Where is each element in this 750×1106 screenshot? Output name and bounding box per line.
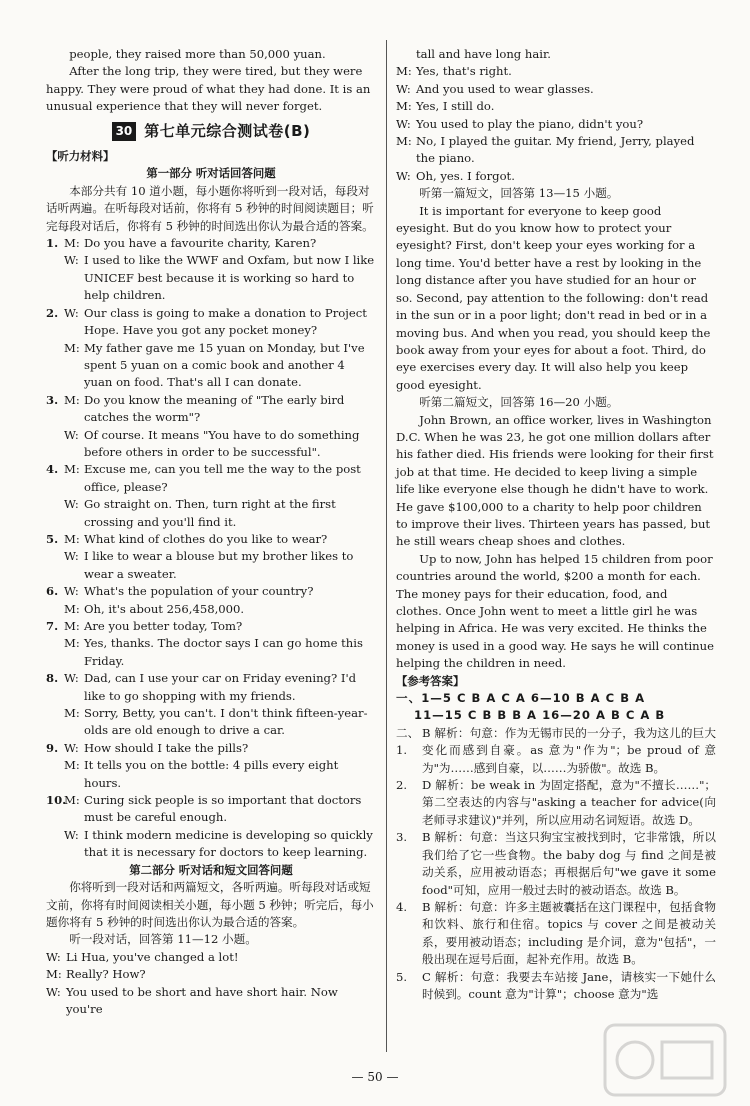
dialogue-line <box>46 235 376 252</box>
speaker-label: W: <box>64 305 79 320</box>
dialogue-line <box>46 392 376 427</box>
speaker-label: M: <box>46 967 62 982</box>
dialogue-line <box>46 305 376 340</box>
speaker-label: W: <box>64 549 79 564</box>
speaker-label: M: <box>64 636 80 651</box>
dialogue-number: 4. <box>46 462 59 477</box>
dialogue-number: 5. <box>46 531 59 546</box>
dialogue-line <box>46 966 376 983</box>
test-title-row <box>46 122 376 141</box>
speaker-label: W: <box>396 116 411 131</box>
explanation-number: 3. <box>396 830 408 845</box>
dialogue-text: It tells you on the bottle: 4 pills every eight hours. <box>84 758 339 790</box>
dialogue-line <box>46 601 376 618</box>
dialogue-line <box>46 531 376 548</box>
explanation-item <box>396 899 716 969</box>
dialogue-text: Li Hua, you've changed a lot! <box>66 949 239 964</box>
speaker-label: M: <box>64 236 80 251</box>
explanation-text: D 解析：be weak in 为固定搭配，意为"不擅长……"；第二空表达的内容与"asking a teacher for advice(向老师寻求建议)"并列，所以应用动名词短语。故选 D。 <box>422 778 716 827</box>
explanation-text: C 解析：句意：我要去车站接 Jane，请核实一下她什么时候到。count 意为"计算"；choose 意为"选 <box>422 969 716 1001</box>
explanation-number: 4. <box>396 899 408 914</box>
passage2-text-b: Up to now, John has helped 15 children from poor countries around the world, $200 a month for each. The money pays for their education, food, and clothes. Once John went to meet a little girl he was helping in Africa. He was very excited. He thinks the money is used in a good way. He says he will continue helping the children in need. <box>396 551 714 671</box>
dialogue-text: No, I played the guitar. My friend, Jerry, played the piano. <box>416 134 695 166</box>
speaker-label: M: <box>396 134 412 149</box>
dialogue-text: What's the population of your country? <box>84 584 314 599</box>
dialogue-text: I think modern medicine is developing so quickly that it is necessary for doctors to keep learning. <box>84 827 373 860</box>
dialogue-line <box>46 705 376 740</box>
speaker-label: M: <box>64 793 80 808</box>
dialogue-line <box>46 252 376 304</box>
test-number-badge: 30 <box>112 122 137 141</box>
speaker-label: M: <box>64 601 80 616</box>
dialogue-line <box>46 792 376 827</box>
dialogue-number <box>46 252 64 304</box>
dialogue-line <box>46 757 376 792</box>
dialogue-line <box>46 427 376 462</box>
dialogue-text: tall and have long hair. <box>416 47 551 61</box>
dialogue-text: Oh, it's about 256,458,000. <box>84 601 245 616</box>
dialogue-text: Dad, can I use your car on Friday evening? I'd like to go shopping with my friends. <box>84 671 357 703</box>
dialogue-line <box>46 461 376 496</box>
dialogue-line <box>46 670 376 705</box>
short-dialogue <box>46 949 376 1019</box>
dialogue-text: I used to like the WWF and Oxfam, but now I like UNICEF best because it is working so hard to help children. <box>84 253 375 303</box>
dialogue-text: What kind of clothes do you like to wear? <box>84 531 328 546</box>
dialogue-number <box>46 601 64 618</box>
explanation-item <box>396 725 716 777</box>
explanation-list <box>396 725 716 1004</box>
speaker-label: M: <box>64 462 80 477</box>
dialogue-text: Do you have a favourite charity, Karen? <box>84 236 317 251</box>
dialogue-line <box>46 740 376 757</box>
speaker-label: W: <box>396 168 411 183</box>
dialogue-text: My father gave me 15 yuan on Monday, but I've spent 5 yuan on a comic book and another 4 yuan on food. That's all I can donate. <box>84 340 365 390</box>
listening-header: 【听力材料】 <box>46 149 115 164</box>
dialogue-line <box>396 116 716 133</box>
dialogue-text: Are you better today, Tom? <box>84 619 243 633</box>
dialogue-line <box>396 133 716 168</box>
dialogue-text: Yes, I still do. <box>416 99 495 114</box>
dialogue-text: I like to wear a blouse but my brother likes to wear a sweater. <box>84 549 354 581</box>
dialogue-number: 10. <box>46 793 67 808</box>
dialogue-text: Sorry, Betty, you can't. I don't think fifteen-year-olds are old enough to drive a car. <box>84 706 368 738</box>
speaker-label: M: <box>396 99 412 114</box>
dialogue-text: You used to play the piano, didn't you? <box>416 116 644 131</box>
dialog-intro: 听一段对话，回答第 11—12 小题。 <box>69 932 257 947</box>
dialogue-line <box>396 98 716 115</box>
dialogue-line <box>46 635 376 670</box>
part1-description: 本部分共有 10 道小题，每小题你将听到一段对话，每段对话听两遍。在听每段对话前，你将有 5 秒钟的时间阅读题目；听完每段对话后，你将有 5 秒钟的时间选出你认为最合适的答案。 <box>46 183 374 233</box>
dialogue-number: 7. <box>46 619 59 633</box>
dialogue-text: Oh, yes. I forgot. <box>416 168 515 183</box>
test-title: 第七单元综合测试卷(B) <box>144 121 311 140</box>
explanation-number: 2. <box>396 778 408 793</box>
dialogue-line <box>46 340 376 392</box>
speaker-label: W: <box>64 427 79 442</box>
dialogue-text: And you used to wear glasses. <box>416 81 594 96</box>
dialogue-text: Yes, that's right. <box>416 64 512 79</box>
speaker-label: M: <box>64 392 80 407</box>
passage2-text-a: John Brown, an office worker, lives in Washington D.C. When he was 23, he got one million dollars after his father died. His friends were looking for their first job at that time. He decided to keep living a simple life like everyone else though he didn't have to work. He gave $100,000 to a charity to help poor children to improve their lives. Thirteen years has passed, but he still wears cheap shoes and clothes. <box>396 412 714 549</box>
dialogue-number <box>46 427 64 462</box>
column-divider <box>386 40 387 1052</box>
part1-title: 第一部分 听对话回答问题 <box>146 166 276 181</box>
dialogue-number: 8. <box>46 671 59 686</box>
dialogue-line <box>46 618 376 635</box>
part2-description: 你将听到一段对话和两篇短文，各听两遍。听每段对话或短文前，你将有时间阅读相关小题，每小题 5 秒钟；听完后，每小题你将有 5 秒钟的时间选出你认为最合适的答案。 <box>46 880 374 929</box>
dialogue-line <box>46 949 376 966</box>
left-column <box>46 46 376 1018</box>
explanation-text: B 解析：句意：当这只狗宝宝被找到时，它非常饿，所以我们给了它一些食物。the baby dog 与 find 之间是被动关系，应用被动语态；再根据后句"we gave it some food"可知，应用一般过去时的被动语态。故选 B。 <box>422 830 716 897</box>
explanation-item <box>396 829 716 899</box>
part2-title: 第二部分 听对话和短文回答问题 <box>129 862 293 877</box>
dialogue-number: 3. <box>46 392 59 407</box>
dialogue-text: Curing sick people is so important that doctors must be careful enough. <box>84 793 362 825</box>
dialogue-text: Our class is going to make a donation to Project Hope. Have you got any pocket money? <box>84 305 367 338</box>
answer-row-1: 一、1—5 C B A C A 6—10 B A C B A <box>396 691 646 706</box>
dialogue-list <box>46 235 376 862</box>
speaker-label: W: <box>64 671 79 686</box>
answer-row-2: 11—15 C B B B A 16—20 A B C A B <box>414 708 666 723</box>
explanation-number: 二、1. <box>396 725 420 758</box>
explanation-text: B 解析：句意：作为无锡市民的一分子，我为这儿的巨大变化而感到自豪。as 意为"作为"；be proud of 意为"为……感到自豪，以……为骄傲"。故选 B。 <box>422 725 716 775</box>
continued-dialogue <box>396 46 716 185</box>
speaker-label: W: <box>64 497 79 512</box>
dialogue-line <box>46 496 376 531</box>
speaker-label: W: <box>396 81 411 96</box>
dialogue-number: 9. <box>46 740 59 755</box>
answers-header: 【参考答案】 <box>396 673 465 688</box>
speaker-label: M: <box>396 64 412 79</box>
passage1-intro: 听第一篇短文，回答第 13—15 小题。 <box>419 186 619 201</box>
explanation-number: 5. <box>396 969 408 984</box>
speaker-label: W: <box>64 740 79 755</box>
watermark-logo <box>600 1020 730 1100</box>
dialogue-text: Of course. It means "You have to do something before others in order to be successful". <box>84 427 360 459</box>
dialogue-text: Go straight on. Then, turn right at the first crossing and you'll find it. <box>84 497 336 529</box>
passage2-intro: 听第二篇短文，回答第 16—20 小题。 <box>419 395 619 410</box>
dialogue-line <box>46 548 376 583</box>
dialogue-number: 6. <box>46 584 59 599</box>
right-column <box>396 46 716 1003</box>
intro-line-2: After the long trip, they were tired, but they were happy. They were proud of what they had done. It is an unusual experience that they will never forget. <box>46 64 371 114</box>
dialogue-number <box>46 496 64 531</box>
speaker-label: W: <box>64 253 79 268</box>
speaker-label: M: <box>64 758 80 773</box>
dialogue-line <box>396 168 716 185</box>
dialogue-text: Excuse me, can you tell me the way to the post office, please? <box>84 462 361 494</box>
speaker-label: M: <box>64 531 80 546</box>
speaker-label: M: <box>64 619 80 633</box>
dialogue-text: Really? How? <box>66 967 146 982</box>
speaker-label: W: <box>64 584 79 599</box>
dialogue-number <box>46 827 64 862</box>
dialogue-number <box>46 757 64 792</box>
speaker-label <box>396 46 416 63</box>
intro-line-1: people, they raised more than 50,000 yuan. <box>69 47 326 61</box>
dialogue-text: Yes, thanks. The doctor says I can go home this Friday. <box>84 636 363 668</box>
dialogue-text: You used to be short and have short hair. Now you're <box>66 984 338 1016</box>
speaker-label: M: <box>64 340 80 355</box>
dialogue-number <box>46 635 64 670</box>
dialogue-text: How should I take the pills? <box>84 740 249 755</box>
dialogue-line <box>396 81 716 98</box>
dialogue-text: Do you know the meaning of "The early bird catches the worm"? <box>84 392 345 425</box>
explanation-text: B 解析：句意：许多主题被囊括在这门课程中，包括食物和饮料、旅行和住宿。topics 与 cover 之间是被动关系，要用被动语态；including 是介词，意为"包括"，一般出现在逗号后面，起补充作用。故选 B。 <box>422 899 716 967</box>
dialogue-number <box>46 705 64 740</box>
speaker-label: W: <box>46 949 61 964</box>
speaker-label: W: <box>64 827 79 842</box>
passage1-text: It is important for everyone to keep good eyesight. But do you know how to protect your eyesight? First, don't keep your eyes working for a long time. You'd better have a rest by looking in the long distance after you have studied for an hour or so. Second, pay attention to the following: don't read in the sun or in a poor light; don't read in bed or in a moving bus. And when you read, you should keep the book away from your eyes for about a foot. Third, do eye exercises every day. It will also help you keep good eyesight. <box>396 203 711 392</box>
speaker-label: W: <box>46 984 61 999</box>
dialogue-line <box>396 63 716 80</box>
dialogue-number <box>46 340 64 392</box>
dialogue-number: 1. <box>46 236 59 251</box>
dialogue-line <box>396 46 716 63</box>
explanation-item <box>396 777 716 829</box>
dialogue-line <box>46 827 376 862</box>
dialogue-number <box>46 548 64 583</box>
explanation-item <box>396 969 716 1004</box>
speaker-label: M: <box>64 706 80 721</box>
dialogue-line <box>46 583 376 600</box>
dialogue-line <box>46 984 376 1019</box>
page-number: — 50 — <box>351 1070 399 1084</box>
dialogue-number: 2. <box>46 305 59 320</box>
